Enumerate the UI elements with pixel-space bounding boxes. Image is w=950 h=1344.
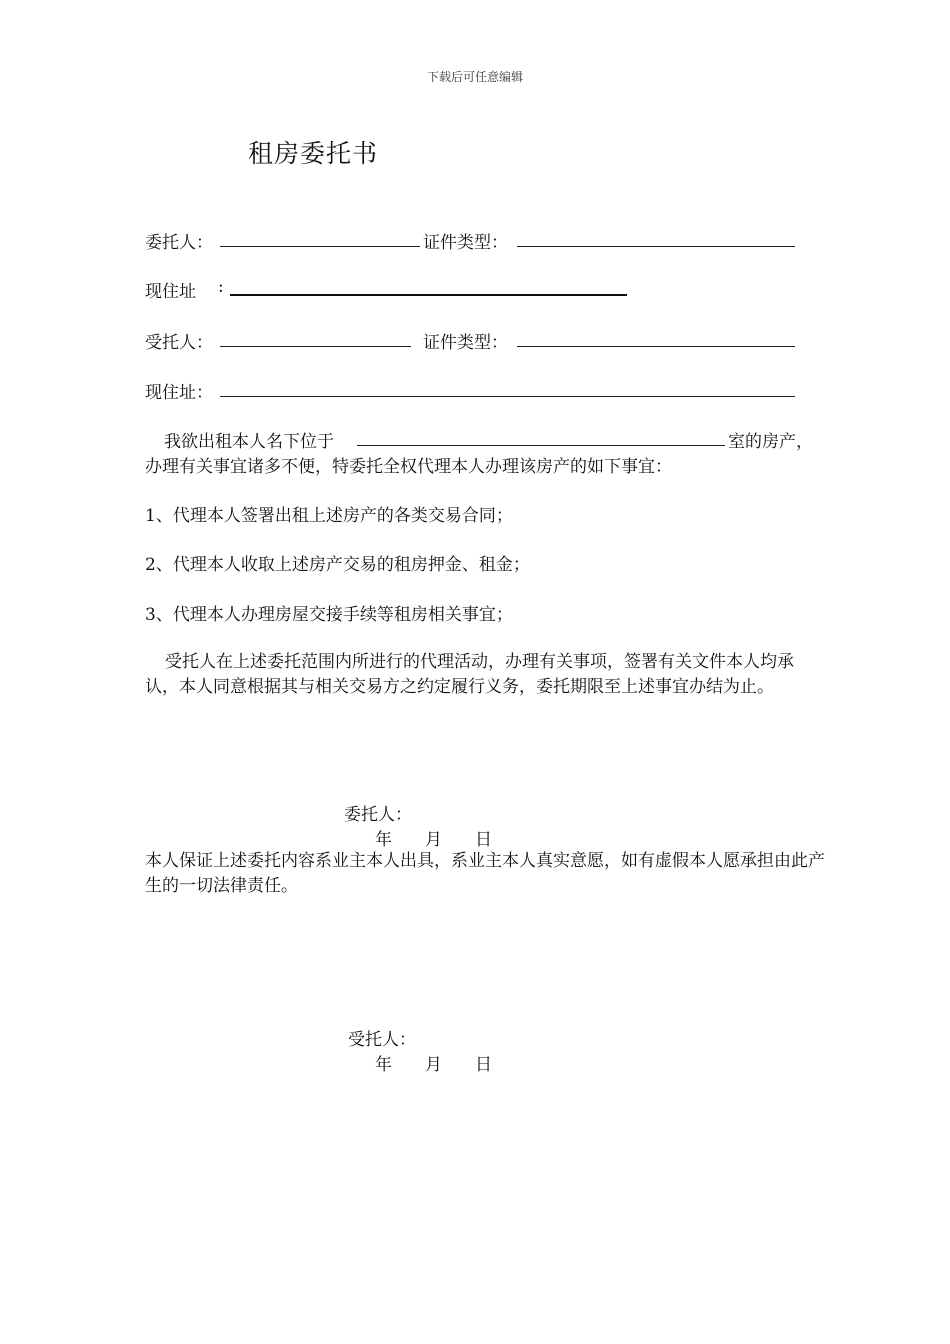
intro-text-part2: 室的房产， bbox=[728, 432, 813, 452]
signature2-day: 日 bbox=[475, 1055, 492, 1075]
principal-address-blank[interactable] bbox=[230, 294, 627, 296]
principal-address-colon: : bbox=[218, 277, 224, 297]
principal-name-blank[interactable] bbox=[220, 246, 420, 247]
intro-text-part1: 我欲出租本人名下位于 bbox=[164, 432, 334, 452]
signature1-date bbox=[375, 825, 492, 850]
signature1-year: 年 bbox=[375, 830, 392, 850]
agent-id-type-blank[interactable] bbox=[517, 346, 795, 347]
scope-paragraph-text: 受托人在上述委托范围内所进行的代理活动，办理有关事项，签署有关文件本人均承认，本人同意根据其与相关交易方之约定履行义务，委托期限至上述事宜办结为止。 bbox=[145, 652, 794, 697]
principal-address-label: 现住址 bbox=[145, 282, 196, 302]
property-address-blank[interactable] bbox=[357, 445, 725, 446]
signature2-date bbox=[375, 1050, 492, 1075]
signature1-day: 日 bbox=[475, 830, 492, 850]
agent-address-label: 现住址： bbox=[145, 383, 213, 403]
agent-name-blank[interactable] bbox=[220, 346, 411, 347]
item-3: 3、代理本人办理房屋交接手续等租房相关事宜； bbox=[145, 605, 513, 625]
signature2-year: 年 bbox=[375, 1055, 392, 1075]
signature2-month: 月 bbox=[425, 1055, 442, 1075]
header-note: 下载后可任意编辑 bbox=[426, 70, 523, 84]
intro-text-line2: 办理有关事宜诸多不便，特委托全权代理本人办理该房产的如下事宜： bbox=[145, 457, 672, 477]
signature2-label: 受托人： bbox=[348, 1030, 416, 1050]
principal-id-type-label: 证件类型： bbox=[423, 233, 508, 253]
principal-label: 委托人： bbox=[145, 233, 213, 253]
principal-id-type-blank[interactable] bbox=[517, 246, 795, 247]
signature1-label: 委托人： bbox=[344, 805, 412, 825]
scope-paragraph bbox=[145, 650, 825, 700]
guarantee-paragraph: 本人保证上述委托内容系业主本人出具，系业主本人真实意愿，如有虚假本人愿承担由此产生的一切法律责任。 bbox=[145, 851, 825, 896]
signature1-month: 月 bbox=[425, 830, 442, 850]
item-2: 2、代理本人收取上述房产交易的租房押金、租金； bbox=[145, 555, 530, 575]
item-1: 1、代理本人签署出租上述房产的各类交易合同； bbox=[145, 506, 513, 526]
document-title: 租房委托书 bbox=[248, 139, 379, 168]
agent-address-blank[interactable] bbox=[220, 396, 795, 397]
agent-id-type-label: 证件类型： bbox=[423, 333, 508, 353]
agent-label: 受托人： bbox=[145, 333, 213, 353]
